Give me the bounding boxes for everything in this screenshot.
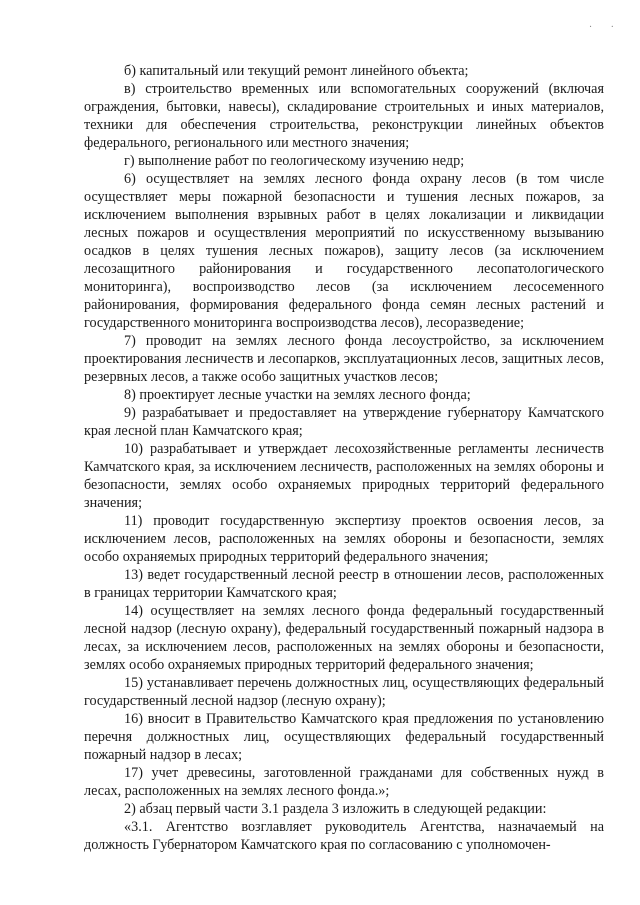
paragraph-7: 7) проводит на землях лесного фонда лесоустройство, за исключением проектирования лесничеств и лесопарков, эксплуатационных лесов, защитных лесов, резервных лесов, а также особо защитных участков лесов; [84, 333, 604, 385]
paragraph-9: 9) разрабатывает и предоставляет на утверждение губернатору Камчатского края лесной план Камчатского края; [84, 405, 604, 439]
paragraph-6: 6) осуществляет на землях лесного фонда охрану лесов (в том числе осуществляет меры пожарной безопасности и тушения лесных пожаров, за исключением выполнения взрывных работ в целях локализации и ликвидации лесных пожаров и осуществления мероприятий по искусственному вызыванию осадков в целях тушения лесных пожаров), защиту лесов (за исключением лесозащитного районирования и государственного лесопатологического мониторинга), воспроизводство лесов (за исключением лесосеменного районирования, формирования федерального фонда семян лесных растений и государственного мониторинга воспроизводства лесов), лесоразведение; [84, 171, 604, 331]
paragraph-11: 11) проводит государственную экспертизу проектов освоения лесов, за исключением лесов, расположенных на землях обороны и безопасности, землях особо охраняемых природных территорий федерального значения; [84, 513, 604, 565]
paragraph-amendment-2: 2) абзац первый части 3.1 раздела 3 изложить в следующей редакции: [124, 801, 547, 817]
paragraph-15: 15) устанавливает перечень должностных лиц, осуществляющих федеральный государственный лесной надзор (лесную охрану); [84, 675, 604, 709]
paragraph-14: 14) осуществляет на землях лесного фонда федеральный государственный лесной надзор (лесную охрану), федеральный государственный пожарный надзора в лесах, за исключением лесов, расположенных на землях обороны и безопасности, землях особо охраняемых природных территорий федерального значения; [84, 603, 604, 673]
paragraph-b: б) капитальный или текущий ремонт линейного объекта; [124, 63, 469, 79]
paragraph-3-1: «3.1. Агентство возглавляет руководитель Агентства, назначаемый на должность Губернатором Камчатского края по согласованию с уполномочен- [84, 819, 604, 853]
paragraph-g: г) выполнение работ по геологическому изучению недр; [124, 153, 465, 169]
paragraph-13: 13) ведет государственный лесной реестр в отношении лесов, расположенных в границах территории Камчатского края; [84, 567, 604, 601]
paragraph-10: 10) разрабатывает и утверждает лесохозяйственные регламенты лесничеств Камчатского края, за исключением лесничеств, расположенных на землях обороны и безопасности, землях особо охраняемых природных территорий федерального значения; [84, 441, 604, 511]
paragraph-17: 17) учет древесины, заготовленной гражданами для собственных нужд в лесах, расположенных на землях лесного фонда.»; [84, 765, 604, 799]
page-corner-mark: · · [588, 22, 622, 33]
paragraph-8: 8) проектирует лесные участки на землях лесного фонда; [124, 387, 471, 403]
document-page [84, 62, 604, 854]
paragraph-16: 16) вносит в Правительство Камчатского края предложения по установлению перечня должностных лиц, осуществляющих федеральный государственный пожарный надзор в лесах; [84, 711, 604, 763]
paragraph-v: в) строительство временных или вспомогательных сооружений (включая ограждения, бытовки, навесы), складирование строительных и иных материалов, техники для обеспечения строительства, реконструкции линейных объектов федерального, регионального или местного значения; [84, 81, 604, 151]
